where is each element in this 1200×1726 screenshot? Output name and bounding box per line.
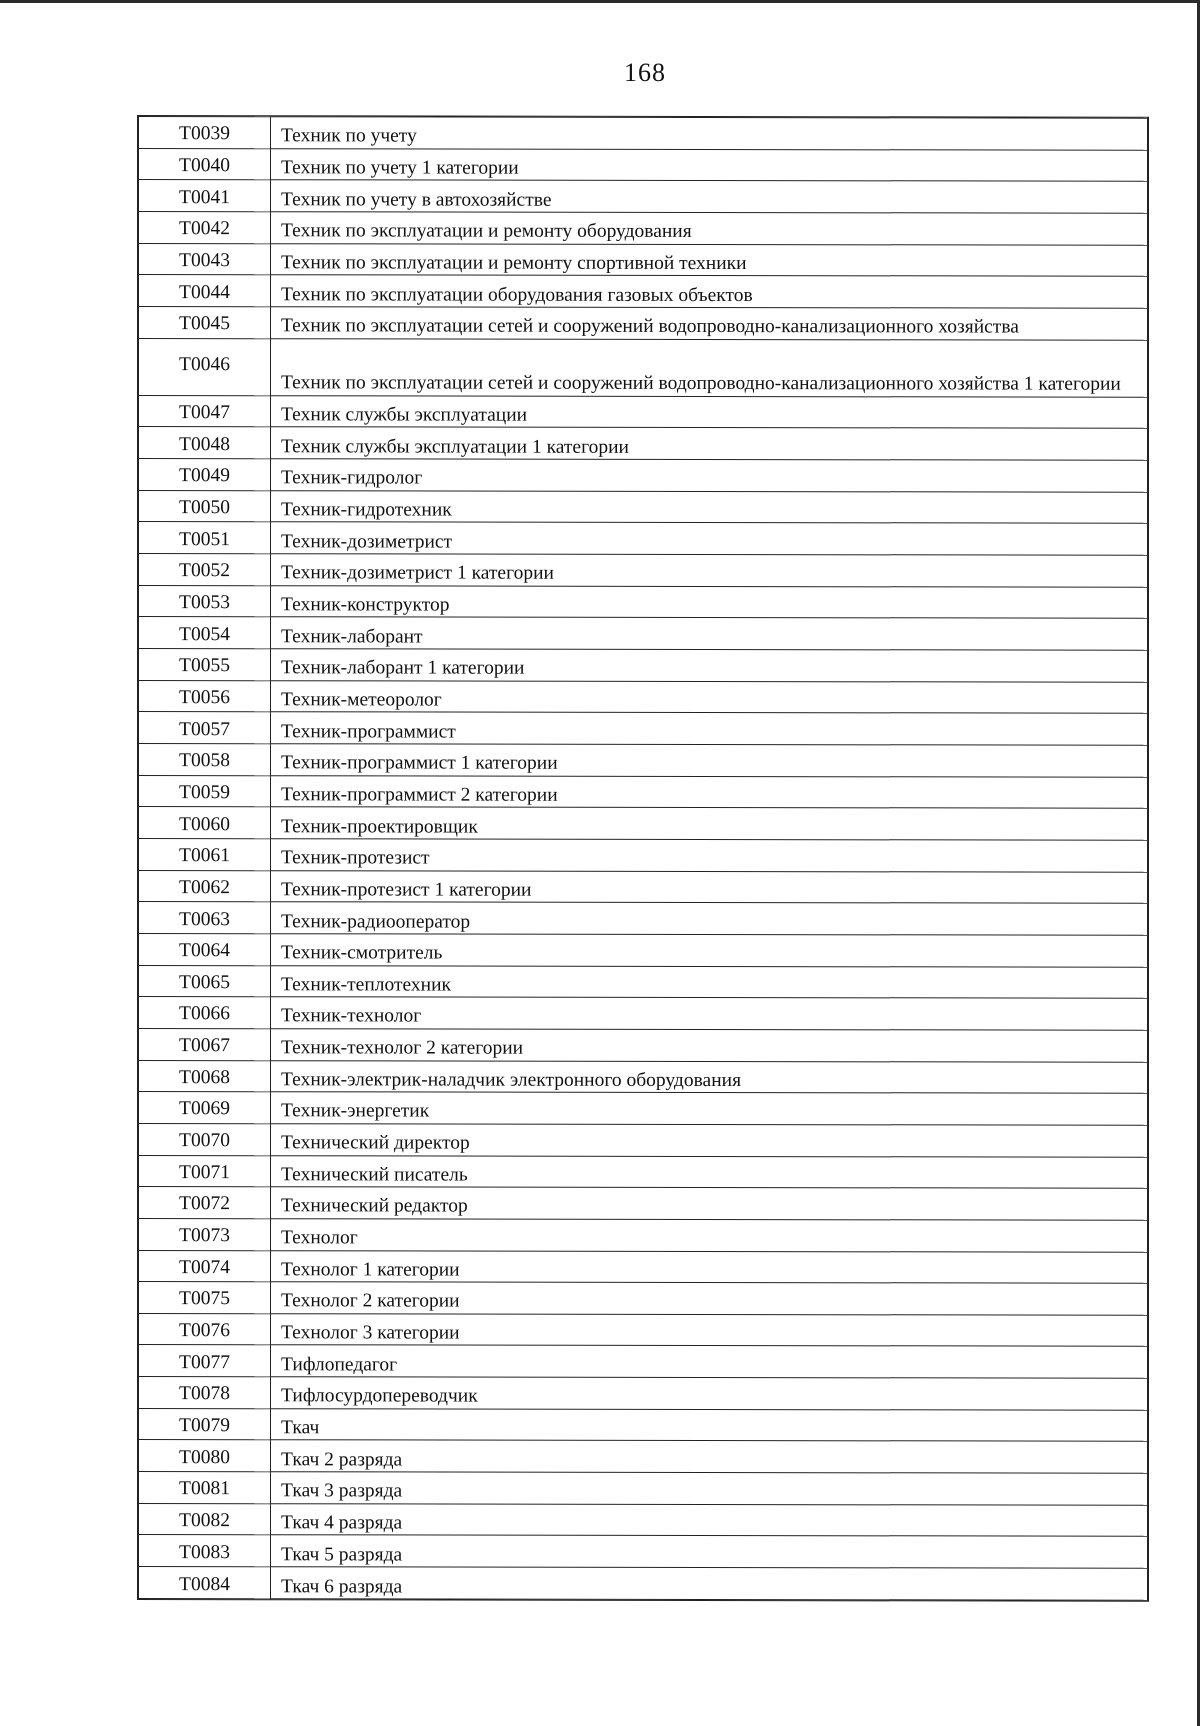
profession-title: Технический директор bbox=[271, 1124, 1148, 1157]
table-row bbox=[139, 1282, 1148, 1315]
profession-code: Т0084 bbox=[139, 1567, 271, 1599]
profession-code: Т0069 bbox=[139, 1092, 271, 1124]
table-row bbox=[139, 1567, 1148, 1601]
table-row bbox=[139, 680, 1148, 713]
table-row bbox=[139, 1218, 1148, 1251]
profession-title: Техник-дозиметрист bbox=[271, 522, 1148, 555]
profession-title: Техник-гидротехник bbox=[271, 490, 1148, 523]
table-row bbox=[139, 1250, 1148, 1283]
profession-title: Техник-конструктор bbox=[271, 585, 1148, 618]
table-row bbox=[139, 617, 1148, 650]
profession-title: Ткач 6 разряда bbox=[271, 1567, 1148, 1600]
table-row bbox=[139, 1123, 1148, 1156]
table-row bbox=[139, 1313, 1148, 1346]
table-row bbox=[139, 902, 1148, 935]
table-row bbox=[139, 1187, 1148, 1220]
profession-code: Т0053 bbox=[139, 585, 271, 617]
table-row bbox=[139, 211, 1148, 244]
table-row bbox=[139, 1503, 1148, 1536]
profession-code: Т0054 bbox=[139, 617, 271, 649]
profession-title: Техник по учету в автохозяйстве bbox=[271, 180, 1148, 213]
table-body bbox=[139, 117, 1148, 1601]
profession-code: Т0058 bbox=[139, 744, 271, 776]
table-row bbox=[139, 395, 1148, 428]
table-row bbox=[139, 490, 1148, 523]
profession-title: Техник-технолог bbox=[271, 997, 1148, 1030]
profession-title: Ткач 3 разряда bbox=[271, 1472, 1148, 1505]
profession-title: Техник-дозиметрист 1 категории bbox=[271, 554, 1148, 587]
profession-code: Т0057 bbox=[139, 712, 271, 744]
profession-code: Т0043 bbox=[139, 243, 271, 275]
profession-title: Техник по эксплуатации и ремонту оборудования bbox=[271, 212, 1148, 245]
profession-code: Т0066 bbox=[139, 997, 271, 1029]
table-row bbox=[139, 1472, 1148, 1505]
profession-code: Т0076 bbox=[139, 1313, 271, 1345]
profession-code: Т0071 bbox=[139, 1155, 271, 1187]
profession-code: Т0055 bbox=[139, 649, 271, 681]
profession-code: Т0075 bbox=[139, 1282, 271, 1314]
profession-code: Т0047 bbox=[139, 395, 271, 427]
profession-code: Т0082 bbox=[139, 1503, 271, 1535]
profession-code: Т0073 bbox=[139, 1218, 271, 1250]
profession-title: Техник по эксплуатации и ремонту спортивной техники bbox=[271, 243, 1148, 276]
profession-title: Ткач bbox=[271, 1409, 1148, 1442]
profession-title: Техник-программист 1 категории bbox=[271, 744, 1148, 777]
profession-code: Т0042 bbox=[139, 211, 271, 243]
table-row bbox=[139, 775, 1148, 808]
table-row bbox=[139, 275, 1148, 308]
profession-code: Т0060 bbox=[139, 807, 271, 839]
profession-code: Т0039 bbox=[139, 117, 271, 149]
profession-title: Техник-протезист bbox=[271, 839, 1148, 872]
table-row bbox=[139, 1535, 1148, 1568]
table-row bbox=[139, 338, 1148, 397]
profession-title: Технолог 2 категории bbox=[271, 1282, 1148, 1315]
table-row bbox=[139, 1345, 1148, 1378]
table-row bbox=[139, 180, 1148, 213]
profession-code: Т0067 bbox=[139, 1028, 271, 1060]
profession-code: Т0044 bbox=[139, 275, 271, 307]
profession-title: Техник службы эксплуатации bbox=[271, 396, 1148, 429]
profession-title: Технолог 1 категории bbox=[271, 1250, 1148, 1283]
profession-title: Техник-метеоролог bbox=[271, 680, 1148, 713]
table-row bbox=[139, 649, 1148, 682]
profession-title: Техник по учету 1 категории bbox=[271, 148, 1148, 181]
table-row bbox=[139, 243, 1148, 276]
table-row bbox=[139, 117, 1148, 150]
table-row bbox=[139, 1408, 1148, 1441]
profession-title: Техник-технолог 2 категории bbox=[271, 1029, 1148, 1062]
profession-title: Тифлосурдопереводчик bbox=[271, 1377, 1148, 1410]
profession-code: Т0074 bbox=[139, 1250, 271, 1282]
profession-code: Т0079 bbox=[139, 1408, 271, 1440]
profession-title: Тифлопедагог bbox=[271, 1345, 1148, 1378]
table-row bbox=[139, 459, 1148, 492]
profession-title: Техник-протезист 1 категории bbox=[271, 870, 1148, 903]
profession-title: Техник-программист bbox=[271, 712, 1148, 745]
profession-title: Техник службы эксплуатации 1 категории bbox=[271, 427, 1148, 460]
profession-code: Т0041 bbox=[139, 180, 271, 212]
profession-title: Техник по учету bbox=[271, 117, 1148, 150]
table-row bbox=[139, 965, 1148, 998]
table-row bbox=[139, 522, 1148, 555]
profession-title: Технолог bbox=[271, 1219, 1148, 1252]
profession-code: Т0040 bbox=[139, 148, 271, 180]
table-row bbox=[139, 1092, 1148, 1125]
profession-title: Ткач 2 разряда bbox=[271, 1440, 1148, 1473]
profession-code: Т0068 bbox=[139, 1060, 271, 1092]
profession-title: Техник-энергетик bbox=[271, 1092, 1148, 1125]
profession-title: Техник-радиооператор bbox=[271, 902, 1148, 935]
profession-title: Технолог 3 категории bbox=[271, 1314, 1148, 1347]
profession-code: Т0078 bbox=[139, 1377, 271, 1409]
profession-title: Техник-проектировщик bbox=[271, 807, 1148, 840]
profession-code: Т0050 bbox=[139, 490, 271, 522]
profession-code: Т0051 bbox=[139, 522, 271, 554]
profession-code: Т0077 bbox=[139, 1345, 271, 1377]
table-row bbox=[139, 997, 1148, 1030]
profession-code: Т0059 bbox=[139, 775, 271, 807]
profession-title: Техник по эксплуатации сетей и сооружений водопроводно-канализационного хозяйства 1 категории bbox=[271, 338, 1148, 397]
profession-table bbox=[137, 115, 1149, 1602]
profession-code: Т0045 bbox=[139, 306, 271, 338]
profession-title: Техник по эксплуатации сетей и сооружений водопроводно-канализационного хозяйства bbox=[271, 307, 1148, 340]
scan-edge-top bbox=[0, 0, 1200, 3]
profession-code: Т0052 bbox=[139, 554, 271, 586]
table-row bbox=[139, 1060, 1148, 1093]
table-row bbox=[139, 870, 1148, 903]
profession-title: Техник-теплотехник bbox=[271, 965, 1148, 998]
profession-title: Техник-смотритель bbox=[271, 934, 1148, 967]
table-row bbox=[139, 148, 1148, 181]
profession-code: Т0062 bbox=[139, 870, 271, 902]
table-row bbox=[139, 1440, 1148, 1473]
profession-title: Техник-лаборант 1 категории bbox=[271, 649, 1148, 682]
table-row bbox=[139, 744, 1148, 777]
profession-title: Технический редактор bbox=[271, 1187, 1148, 1220]
profession-code: Т0072 bbox=[139, 1187, 271, 1219]
profession-title: Техник-гидролог bbox=[271, 459, 1148, 492]
profession-title: Техник по эксплуатации оборудования газовых объектов bbox=[271, 275, 1148, 308]
profession-code: Т0080 bbox=[139, 1440, 271, 1472]
profession-title: Техник-электрик-наладчик электронного оборудования bbox=[271, 1060, 1148, 1093]
table-row bbox=[139, 838, 1148, 871]
profession-code: Т0049 bbox=[139, 459, 271, 491]
profession-title: Техник-лаборант bbox=[271, 617, 1148, 650]
table-row bbox=[139, 1028, 1148, 1061]
table-row bbox=[139, 1155, 1148, 1188]
profession-code: Т0061 bbox=[139, 838, 271, 870]
profession-code: Т0048 bbox=[139, 427, 271, 459]
profession-title: Технический писатель bbox=[271, 1155, 1148, 1188]
profession-code: Т0046 bbox=[139, 338, 271, 395]
profession-title: Ткач 5 разряда bbox=[271, 1535, 1148, 1568]
profession-code-table bbox=[138, 116, 1148, 1601]
table-row bbox=[139, 1377, 1148, 1410]
profession-code: Т0081 bbox=[139, 1472, 271, 1504]
profession-code: Т0063 bbox=[139, 902, 271, 934]
page-number: 168 bbox=[624, 58, 666, 87]
table-row bbox=[139, 585, 1148, 618]
profession-code: Т0064 bbox=[139, 933, 271, 965]
table-row bbox=[139, 712, 1148, 745]
table-row bbox=[139, 554, 1148, 587]
table-row bbox=[139, 306, 1148, 339]
profession-title: Техник-программист 2 категории bbox=[271, 775, 1148, 808]
table-row bbox=[139, 933, 1148, 966]
table-row bbox=[139, 807, 1148, 840]
table-row bbox=[139, 427, 1148, 460]
profession-code: Т0056 bbox=[139, 680, 271, 712]
profession-code: Т0070 bbox=[139, 1123, 271, 1155]
profession-code: Т0083 bbox=[139, 1535, 271, 1567]
profession-code: Т0065 bbox=[139, 965, 271, 997]
profession-title: Ткач 4 разряда bbox=[271, 1503, 1148, 1536]
